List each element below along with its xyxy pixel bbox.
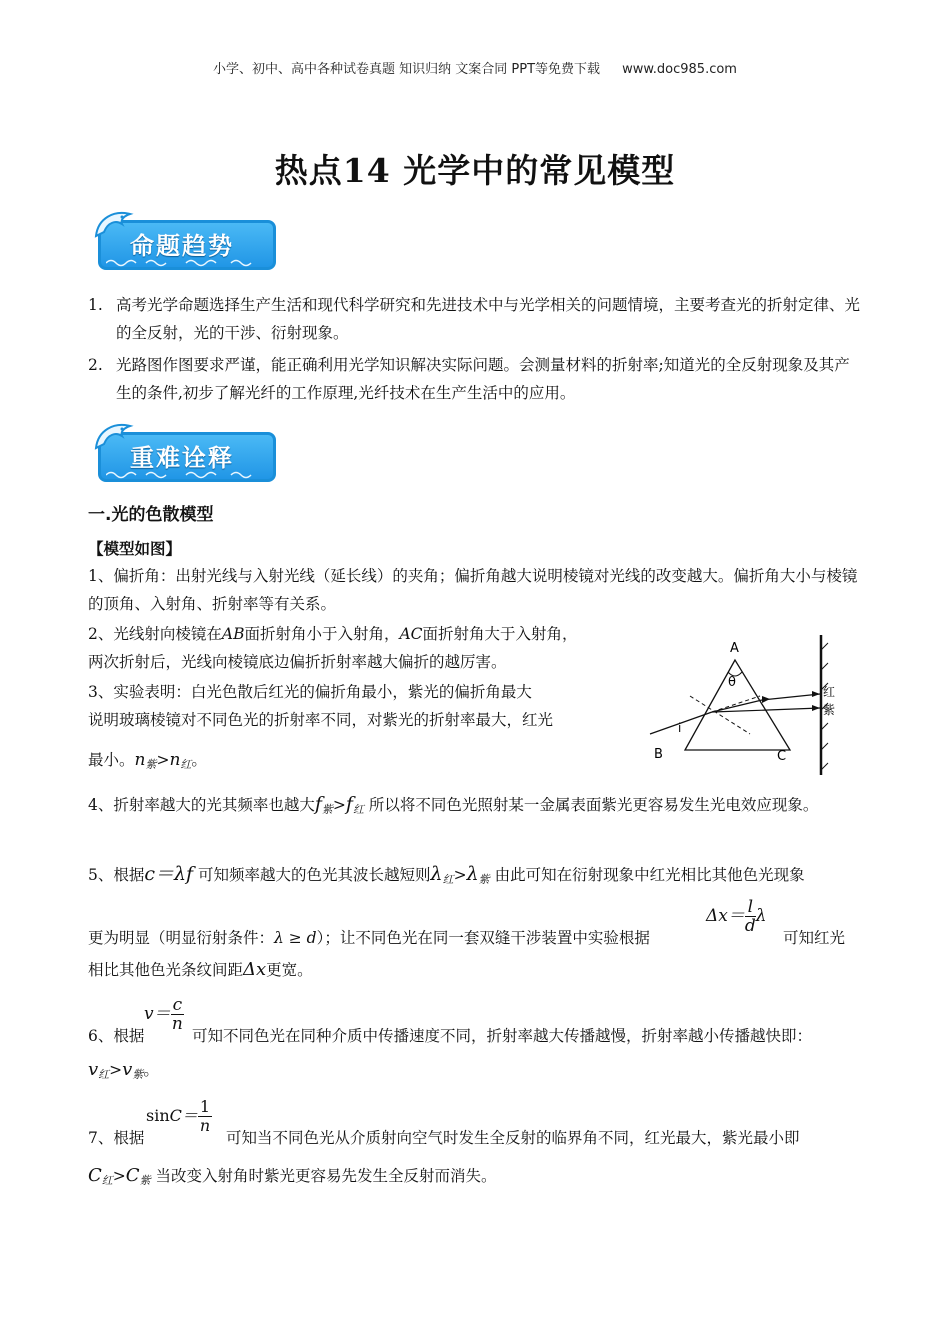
p3-text: 最小。	[88, 751, 135, 769]
formula-fraction	[171, 996, 185, 1033]
formula-sub: 红	[98, 1068, 110, 1081]
p5-text: ）；让不同色光在同一套双缝干涉装置中实验根据	[316, 929, 650, 947]
fraction-denominator: n	[199, 1116, 211, 1135]
formula-delta-x	[706, 898, 767, 935]
list-item	[88, 291, 860, 347]
formula-rhs: λ	[755, 906, 767, 926]
fraction-denominator: d	[744, 916, 756, 936]
item-number: 1.	[88, 296, 103, 314]
paragraph-5-tail: 可知红光	[783, 929, 846, 947]
paragraph-5	[88, 860, 860, 894]
p2-text: 面折射角小于入射角，	[244, 625, 400, 643]
p2-text: 2、光线射向棱镜在	[88, 625, 222, 643]
formula-lhs: Δx＝	[706, 906, 745, 926]
formula-n: n	[134, 750, 146, 770]
fraction-numerator: l	[745, 898, 756, 917]
p5-text: 可知频率越大的色光其波长越短则	[198, 866, 431, 884]
formula-op: >	[109, 1061, 123, 1079]
formula-c-lambda-f: c＝λf	[144, 863, 194, 885]
arrow-icon	[762, 696, 770, 703]
formula-sub: 紫	[321, 803, 333, 816]
formula-lambda: λ	[430, 863, 443, 885]
paragraph-7-result	[88, 1162, 860, 1195]
label-red: 红	[823, 685, 836, 699]
model-label: 【模型如图】	[88, 539, 182, 558]
p2-text: 面折射角大于入射角，	[422, 625, 578, 643]
formula-v: v	[88, 1059, 99, 1080]
formula-op: >	[112, 1167, 126, 1185]
extension-line	[712, 696, 760, 712]
p5-text: 相比其他色光条纹间距	[88, 961, 244, 979]
p5-text: 更宽。	[266, 961, 313, 979]
normal-line	[690, 696, 750, 734]
section-heading: 一.光的色散模型	[88, 505, 214, 525]
p7-text: 当改变入射角时紫光更容易先发生全反射而消失。	[155, 1167, 497, 1185]
formula-c: C	[88, 1165, 102, 1186]
paragraph-5-line2	[88, 924, 708, 952]
list-item	[88, 351, 860, 407]
paragraph-5-line3	[88, 956, 860, 984]
formula-c: C	[125, 1165, 140, 1186]
formula-sub: 紫	[478, 873, 490, 886]
formula-sinc	[146, 1098, 212, 1135]
paragraph-1: 1、偏折角：出射光线与入射光线（延长线）的夹角；偏折角越大说明棱镜对光线的改变越大。偏折角大小与棱镜的顶角、入射角、折射率等有关系。	[88, 567, 858, 613]
arrow-icon	[812, 691, 820, 697]
formula-op: >	[156, 751, 170, 769]
red-exit-ray	[762, 694, 820, 700]
formula-sub: 紫	[145, 758, 157, 771]
label-i: i	[678, 721, 682, 735]
p2-ac: AC	[399, 625, 423, 643]
badge-explain-label: 重难诠释	[130, 444, 234, 472]
formula-sub: 紫	[132, 1068, 144, 1081]
waves-icon	[106, 469, 266, 479]
label-violet: 紫	[823, 703, 836, 717]
formula-f: f	[314, 793, 322, 815]
p5-text: 5、根据	[88, 866, 145, 884]
formula-fraction	[745, 898, 756, 935]
p2-text: 两次折射后，光线向棱镜底边偏折折射率越大偏折的越厉害。	[88, 653, 507, 671]
fraction-numerator: 1	[199, 1097, 211, 1116]
formula-end: 。	[191, 751, 207, 769]
paragraph-7-lead: 7、根据	[88, 1129, 145, 1147]
formula-op: >	[453, 866, 467, 884]
formula-n: n	[169, 750, 181, 770]
formula-sub: 红	[101, 1174, 113, 1187]
page-header	[0, 58, 950, 77]
p4-text: 4、折射率越大的光其频率也越大	[88, 796, 315, 814]
item-text: 高考光学命题选择生产生活和现代科学研究和先进技术中与光学相关的问题情境，主要考查光的折射定律、光的全反射，光的干涉、衍射现象。	[116, 296, 861, 342]
formula-op: >	[332, 796, 346, 814]
prism-dispersion-diagram	[640, 630, 860, 780]
badge-explain	[92, 418, 278, 488]
formula-fraction	[198, 1098, 212, 1135]
label-b: B	[654, 747, 663, 762]
paragraph-3	[88, 678, 628, 734]
p4-text: 所以将不同色光照射某一金属表面紫光更容易发生光电效应现象。	[368, 796, 819, 814]
paragraph-6: 可知不同色光在同种介质中传播速度不同，折射率越大传播越慢，折射率越小传播越快即：	[192, 1027, 813, 1045]
item-text: 光路图作图要求严谨，能正确利用光学知识解决实际问题。会测量材料的折射率;知道光的全反射现象及其产生的条件,初步了解光纤的工作原理,光纤技术在生产生活中的应用。	[116, 356, 850, 402]
item-number: 2.	[88, 356, 103, 374]
formula-diffraction-condition: λ ≥ d	[274, 929, 317, 947]
badge-trend	[92, 206, 278, 276]
formula-lhs: v＝	[144, 1004, 171, 1024]
label-theta: θ	[728, 675, 736, 690]
header-site[interactable]: www.doc985.com	[622, 62, 737, 77]
formula-end: 。	[143, 1061, 159, 1079]
p3-text: 3、实验表明：白光色散后红光的偏折角最小，紫光的偏折角最大	[88, 683, 532, 701]
formula-v-c-n	[144, 996, 184, 1033]
p3-text: 说明玻璃棱镜对不同色光的折射率不同，对紫光的折射率最大，红光	[88, 711, 554, 729]
prism-triangle	[685, 660, 790, 750]
label-c: C	[777, 749, 787, 764]
arrow-icon	[812, 705, 820, 711]
formula-sub: 紫	[139, 1174, 151, 1187]
formula-c: C	[169, 1106, 182, 1125]
paragraph-6-lead: 6、根据	[88, 1027, 145, 1045]
paragraph-4	[88, 790, 860, 824]
formula-sub: 红	[442, 873, 454, 886]
paragraph-6-result	[88, 1056, 159, 1089]
trend-list	[88, 291, 860, 407]
fraction-numerator: c	[172, 995, 183, 1015]
label-a: A	[730, 641, 739, 656]
paragraph-2	[88, 620, 628, 676]
header-text: 小学、初中、高中各种试卷真题 知识归纳 文案合同 PPT等免费下载	[213, 62, 601, 77]
page-title: 热点14 光学中的常见模型	[274, 151, 676, 190]
formula-lambda: λ	[466, 863, 479, 885]
formula-eq: ＝	[181, 1106, 198, 1125]
p5-text: 更为明显（明显衍射条件：	[88, 929, 275, 947]
formula-delta-x-short: Δx	[243, 959, 267, 980]
formula-sub: 红	[352, 803, 364, 816]
formula-sin: sin	[146, 1106, 170, 1125]
paragraph-3-end	[88, 746, 207, 779]
fraction-denominator: n	[171, 1014, 183, 1034]
p5-text: 由此可知在衍射现象中红光相比其他色光现象	[494, 866, 805, 884]
paragraph-7: 可知当不同色光从介质射向空气时发生全反射的临界角不同，红光最大，紫光最小即	[226, 1129, 800, 1147]
formula-v: v	[122, 1059, 133, 1080]
waves-icon	[106, 257, 266, 267]
p2-ab: AB	[221, 625, 245, 643]
formula-f: f	[345, 793, 353, 815]
formula-sub: 红	[180, 758, 192, 771]
badge-trend-label: 命题趋势	[130, 232, 234, 260]
